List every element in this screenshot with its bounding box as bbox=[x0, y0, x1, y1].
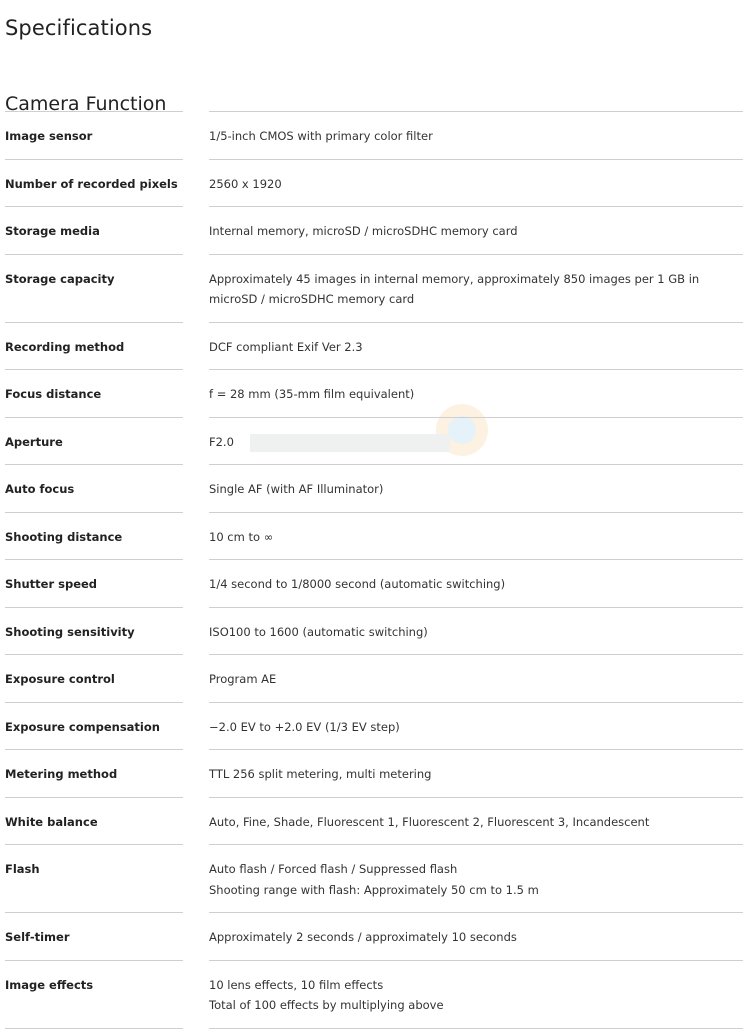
spec-label: Auto focus bbox=[5, 464, 183, 512]
spec-value-line: Shooting range with flash: Approximately 50 cm to 1.5 m bbox=[209, 882, 539, 897]
spec-label: Aperture bbox=[5, 417, 183, 465]
spec-value bbox=[209, 654, 743, 702]
spec-row bbox=[5, 702, 743, 750]
spec-row bbox=[5, 417, 743, 465]
spec-row bbox=[5, 654, 743, 702]
spec-value-line: f = 28 mm (35-mm film equivalent) bbox=[209, 387, 415, 401]
spec-label: Shooting distance bbox=[5, 512, 183, 560]
spec-value-line: 1/4 second to 1/8000 second (automatic switching) bbox=[209, 577, 506, 591]
spec-value bbox=[209, 702, 743, 750]
spec-row bbox=[5, 512, 743, 560]
spec-row bbox=[5, 254, 743, 322]
spec-label: White balance bbox=[5, 797, 183, 845]
spec-row bbox=[5, 369, 743, 417]
spec-value bbox=[209, 464, 743, 512]
spec-value bbox=[209, 254, 743, 322]
spec-value bbox=[209, 912, 743, 960]
spec-label: Number of recorded pixels bbox=[5, 159, 183, 207]
spec-value bbox=[209, 322, 743, 370]
spec-row bbox=[5, 797, 743, 845]
spec-value-line: F2.0 bbox=[209, 434, 234, 449]
spec-label: Image effects bbox=[5, 960, 183, 1028]
spec-row bbox=[5, 206, 743, 254]
spec-row bbox=[5, 159, 743, 207]
spec-row bbox=[5, 607, 743, 655]
divider bbox=[5, 1028, 183, 1029]
spec-value-line: Program AE bbox=[209, 672, 277, 686]
spec-row bbox=[5, 322, 743, 370]
spec-value-line: Approximately 2 seconds / approximately 10 seconds bbox=[209, 930, 517, 944]
spec-value-line: ISO100 to 1600 (automatic switching) bbox=[209, 624, 428, 639]
spec-value-line: Internal memory, microSD / microSDHC memory card bbox=[209, 224, 518, 238]
spec-value bbox=[209, 749, 743, 797]
spec-value-line: TTL 256 split metering, multi metering bbox=[209, 767, 432, 781]
spec-label: Image sensor bbox=[5, 111, 183, 159]
spec-value bbox=[209, 797, 743, 845]
spec-value bbox=[209, 559, 743, 607]
spec-label: Storage capacity bbox=[5, 254, 183, 322]
spec-label: Recording method bbox=[5, 322, 183, 370]
spec-value bbox=[209, 111, 743, 159]
spec-gap bbox=[183, 1028, 209, 1029]
table-bottom-border bbox=[5, 1028, 743, 1029]
spec-value-line: Auto, Fine, Shade, Fluorescent 1, Fluorescent 2, Fluorescent 3, Incandescent bbox=[209, 814, 650, 829]
divider bbox=[209, 1028, 743, 1029]
spec-value bbox=[209, 159, 743, 207]
spec-value bbox=[209, 607, 743, 655]
spec-value-line: 10 lens effects, 10 film effects bbox=[209, 977, 384, 992]
spec-label: Exposure control bbox=[5, 654, 183, 702]
spec-value-line: 1/5-inch CMOS with primary color filter bbox=[209, 129, 433, 143]
page-title: Specifications bbox=[5, 16, 153, 41]
spec-row bbox=[5, 111, 743, 159]
spec-value-line: 2560 x 1920 bbox=[209, 176, 282, 191]
spec-value bbox=[209, 369, 743, 417]
spec-row bbox=[5, 464, 743, 512]
spec-value bbox=[209, 960, 743, 1028]
spec-label: Focus distance bbox=[5, 369, 183, 417]
spec-value-line: DCF compliant Exif Ver 2.3 bbox=[209, 339, 363, 354]
spec-label: Flash bbox=[5, 844, 183, 912]
spec-label: Shooting sensitivity bbox=[5, 607, 183, 655]
spec-value-line: Total of 100 effects by multiplying above bbox=[209, 998, 444, 1012]
spec-value bbox=[209, 844, 743, 912]
spec-value-line: Single AF (with AF Illuminator) bbox=[209, 482, 384, 496]
spec-value bbox=[209, 512, 743, 560]
spec-row bbox=[5, 912, 743, 960]
spec-row bbox=[5, 960, 743, 1028]
section-title: Camera Function bbox=[5, 92, 167, 115]
spec-row bbox=[5, 559, 743, 607]
spec-label: Exposure compensation bbox=[5, 702, 183, 750]
spec-value bbox=[209, 206, 743, 254]
spec-row bbox=[5, 749, 743, 797]
spec-value-line: −2.0 EV to +2.0 EV (1/3 EV step) bbox=[209, 719, 400, 734]
spec-value-line: 10 cm to ∞ bbox=[209, 529, 274, 544]
spec-value-line: Auto flash / Forced flash / Suppressed flash bbox=[209, 862, 458, 876]
spec-label: Self-timer bbox=[5, 912, 183, 960]
spec-label: Storage media bbox=[5, 206, 183, 254]
spec-row bbox=[5, 844, 743, 912]
spec-label: Shutter speed bbox=[5, 559, 183, 607]
spec-table bbox=[5, 111, 743, 1029]
spec-value-line: Approximately 45 images in internal memory, approximately 850 images per 1 GB in microSD / microSDHC memory card bbox=[209, 271, 700, 306]
spec-value bbox=[209, 417, 743, 465]
spec-label: Metering method bbox=[5, 749, 183, 797]
